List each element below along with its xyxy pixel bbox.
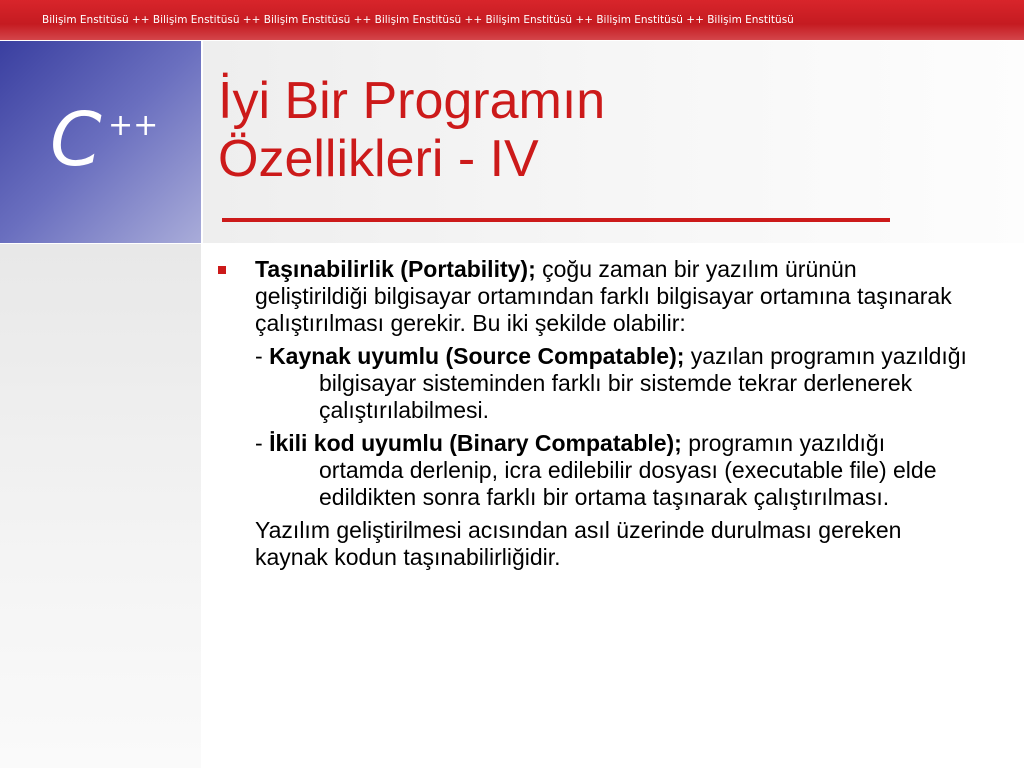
bullet-item [212,256,972,337]
bullet-text: çoğu zaman bir yazılım ürünün geliştirildiği bilgisayar ortamından farklı bilgisayar ortamına taşınarak çalıştırılması gerekir. Bu iki şekilde olabilir: [255,256,952,336]
slide-title-line-1: İyi Bir Programın [218,72,606,130]
sub-item-text: programın yazıldığı ortamda derlenip, icra edilebilir dosyası (executable file) elde edildikten sonra farklı bir ortama taşınarak çalıştırılması. [319,430,937,510]
slide-body [212,256,972,577]
logo-letter: C [50,97,102,183]
sub-item-prefix: - [255,430,270,456]
logo-superscript: ++ [108,108,159,143]
bullet-term: Taşınabilirlik (Portability); [255,256,536,282]
square-bullet-icon [218,266,226,274]
banner-text: Bilişim Enstitüsü ++ Bilişim Enstitüsü ++ Bilişim Enstitüsü ++ Bilişim Enstitüsü ++ Bilişim Enstitüsü ++ Bilişim Enstitüsü ++ Bilişim Enstitüsü [42,14,794,26]
title-underline [222,218,890,222]
slide-title [218,72,918,188]
sub-item-term: Kaynak uyumlu (Source Compatable); [269,343,685,369]
cpp-logo-panel [0,41,201,243]
sub-item-binary-compatible [212,430,972,511]
sub-item-source-compatible [212,343,972,424]
header-banner [0,0,1024,40]
side-panel [0,244,201,768]
slide-title-line-2: Özellikleri - IV [218,130,539,188]
closing-paragraph: Yazılım geliştirilmesi acısından asıl üzerinde durulması gereken kaynak kodun taşınabilirliğidir. [255,517,902,570]
sub-item-term: İkili kod uyumlu (Binary Compatable); [269,430,682,456]
sub-item-prefix: - [255,343,270,369]
sub-item-text: yazılan programın yazıldığı bilgisayar sisteminden farklı bir sistemde tekrar derlenerek çalıştırılabilmesi. [319,343,967,423]
frame-divider-middle [0,243,1024,244]
